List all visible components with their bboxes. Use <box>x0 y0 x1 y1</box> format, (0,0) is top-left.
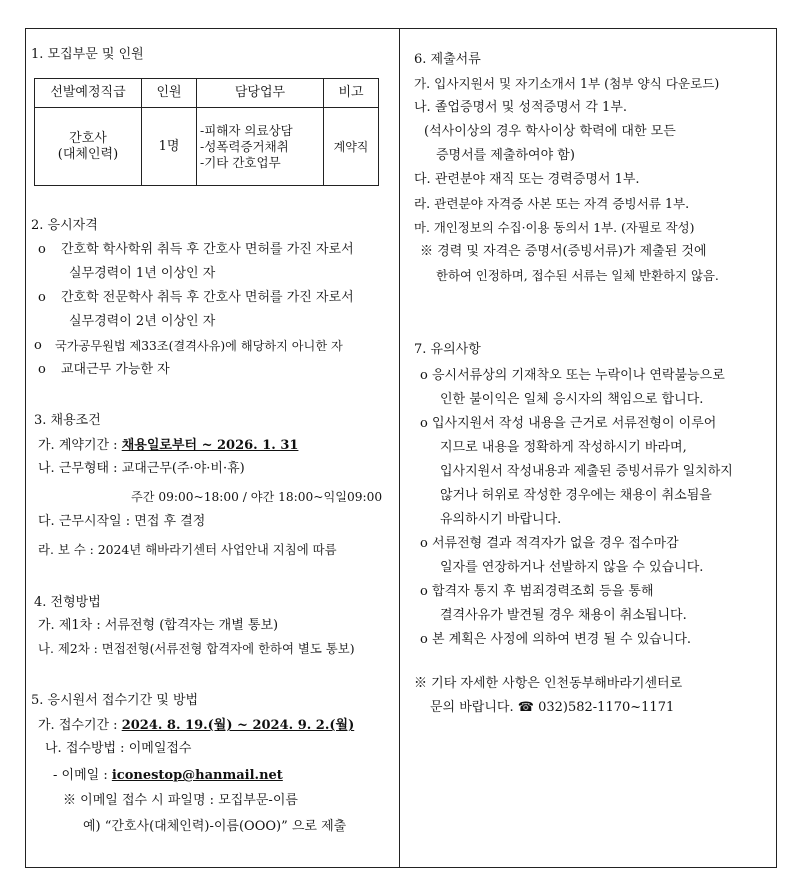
qualification-item: 간호학 전문학사 취득 후 간호사 면허를 가진 자로서 <box>61 290 354 305</box>
telephone-icon: ☎ <box>517 700 534 715</box>
qualification-item: 간호학 학사학위 취득 후 간호사 면허를 가진 자로서 <box>61 242 354 257</box>
caution-item: o 입사지원서 작성 내용을 근거로 서류전형이 이루어 <box>420 416 717 431</box>
table-row <box>35 108 379 186</box>
qualification-item-cont: 실무경력이 1년 이상인 자 <box>69 266 216 281</box>
document-note: ※ 경력 및 자격은 증명서(증빙서류)가 제출된 것에 <box>420 244 707 259</box>
contract-value: 채용일로부터 ~ 2026. 1. 31 <box>121 438 299 453</box>
position-cell <box>35 108 142 186</box>
position-name: 간호사 <box>69 130 107 146</box>
caution-item-cont: 지므로 내용을 정확하게 작성하시기 바라며, <box>440 440 687 455</box>
contract-period <box>38 438 298 454</box>
application-period <box>38 718 354 734</box>
section-5-title: 5. 응시원서 접수기간 및 방법 <box>31 693 199 708</box>
caution-item-cont: 않거나 허위로 작성한 경우에는 채용이 취소됨을 <box>440 488 712 503</box>
table-header: 비고 <box>324 79 379 108</box>
document-item: 가. 입사지원서 및 자기소개서 1부 (첨부 양식 다운로드) <box>414 76 720 91</box>
caution-item: o 응시서류상의 기재착오 또는 누락이나 연락불능으로 <box>420 368 725 383</box>
document-item: 마. 개인정보의 수집·이용 동의서 1부. (자필로 작성) <box>414 220 695 235</box>
contact-note: ※ 기타 자세한 사항은 인천동부해바라기센터로 <box>414 676 683 691</box>
period-value: 2024. 8. 19.(월) ~ 2024. 9. 2.(월) <box>121 718 355 733</box>
email-label: - 이메일 : <box>53 768 112 783</box>
section-2-title: 2. 응시자격 <box>31 218 98 233</box>
qualification-item-cont: 실무경력이 2년 이상인 자 <box>69 314 216 329</box>
caution-item-cont: 일자를 연장하거나 선발하지 않을 수 있습니다. <box>440 560 704 575</box>
filename-note: ※ 이메일 접수 시 파일명 : 모집부문-이름 <box>63 793 298 808</box>
bullet-mark: o <box>34 338 42 353</box>
document-item-note: (석사이상의 경우 학사이상 학력에 대한 모든 <box>424 124 676 139</box>
contract-label: 가. 계약기간 : <box>38 438 122 453</box>
document-note: 한하여 인정하며, 접수된 서류는 일체 반환하지 않음. <box>436 268 719 283</box>
bullet-mark: o <box>38 242 46 257</box>
table-header: 인원 <box>142 79 197 108</box>
work-hours: 주간 09:00~18:00 / 야간 18:00~익일09:00 <box>131 490 383 504</box>
caution-item-cont: 유의하시기 바랍니다. <box>440 512 562 527</box>
application-method: 나. 접수방법 : 이메일접수 <box>45 741 192 756</box>
table-header-row <box>35 79 379 108</box>
qualification-item: 국가공무원법 제33조(결격사유)에 해당하지 아니한 자 <box>55 339 343 353</box>
screening-first: 가. 제1차 : 서류전형 (합격자는 개별 통보) <box>38 618 279 633</box>
caution-item-cont: 결격사유가 발견될 경우 채용이 취소됩니다. <box>440 608 687 623</box>
caution-item: o 서류전형 결과 적격자가 없을 경우 접수마감 <box>420 536 679 551</box>
section-4-title: 4. 전형방법 <box>34 595 101 610</box>
caution-item: o 합격자 통지 후 범죄경력조회 등을 통해 <box>420 584 654 599</box>
work-type: 나. 근무형태 : 교대근무(주·야·비·휴) <box>38 461 245 476</box>
document-item: 나. 졸업증명서 및 성적증명서 각 1부. <box>414 100 628 115</box>
period-label: 가. 접수기간 : <box>38 718 122 733</box>
bullet-mark: o <box>38 362 46 377</box>
email-line <box>53 768 283 784</box>
recruitment-table <box>34 78 379 186</box>
duty-item: -기타 간호업무 <box>200 154 281 170</box>
table-header: 담당업무 <box>197 79 324 108</box>
duty-item: -피해자 의료상담 <box>200 122 293 138</box>
count-cell: 1명 <box>142 108 197 186</box>
start-date: 다. 근무시작일 : 면접 후 결정 <box>38 514 206 529</box>
duties-cell <box>197 108 324 186</box>
contact-phone: 032)582-1170~1171 <box>538 700 675 715</box>
document-item: 다. 관련분야 재직 또는 경력증명서 1부. <box>414 172 640 187</box>
filename-example: 예) “간호사(대체인력)-이름(OOO)” 으로 제출 <box>83 819 347 834</box>
screening-second: 나. 제2차 : 면접전형(서류전형 합격자에 한하여 별도 통보) <box>38 641 355 656</box>
section-1-title: 1. 모집부문 및 인원 <box>31 47 144 62</box>
contact-prefix: 문의 바랍니다. <box>430 700 518 715</box>
column-divider <box>399 28 400 868</box>
document-item-note: 증명서를 제출하여야 함) <box>436 148 575 163</box>
caution-item-cont: 입사지원서 작성내용과 제출된 증빙서류가 일치하지 <box>440 464 733 479</box>
duty-item: -성폭력증거채취 <box>200 138 289 154</box>
table-header: 선발예정직급 <box>35 79 142 108</box>
position-type: (대체인력) <box>57 146 119 162</box>
salary: 라. 보 수 : 2024년 해바라기센터 사업안내 지침에 따름 <box>38 542 337 557</box>
caution-item-cont: 인한 불이익은 일체 응시자의 책임으로 합니다. <box>440 392 704 407</box>
section-7-title: 7. 유의사항 <box>414 342 481 357</box>
contact-line <box>430 700 674 716</box>
email-link[interactable]: iconestop@hanmail.net <box>111 768 283 783</box>
section-3-title: 3. 채용조건 <box>34 413 101 428</box>
section-6-title: 6. 제출서류 <box>414 52 481 67</box>
bullet-mark: o <box>38 290 46 305</box>
note-cell: 계약직 <box>324 108 379 186</box>
document-item: 라. 관련분야 자격증 사본 또는 자격 증빙서류 1부. <box>414 196 690 211</box>
caution-item: o 본 계획은 사정에 의하여 변경 될 수 있습니다. <box>420 632 692 647</box>
qualification-item: 교대근무 가능한 자 <box>61 362 170 377</box>
